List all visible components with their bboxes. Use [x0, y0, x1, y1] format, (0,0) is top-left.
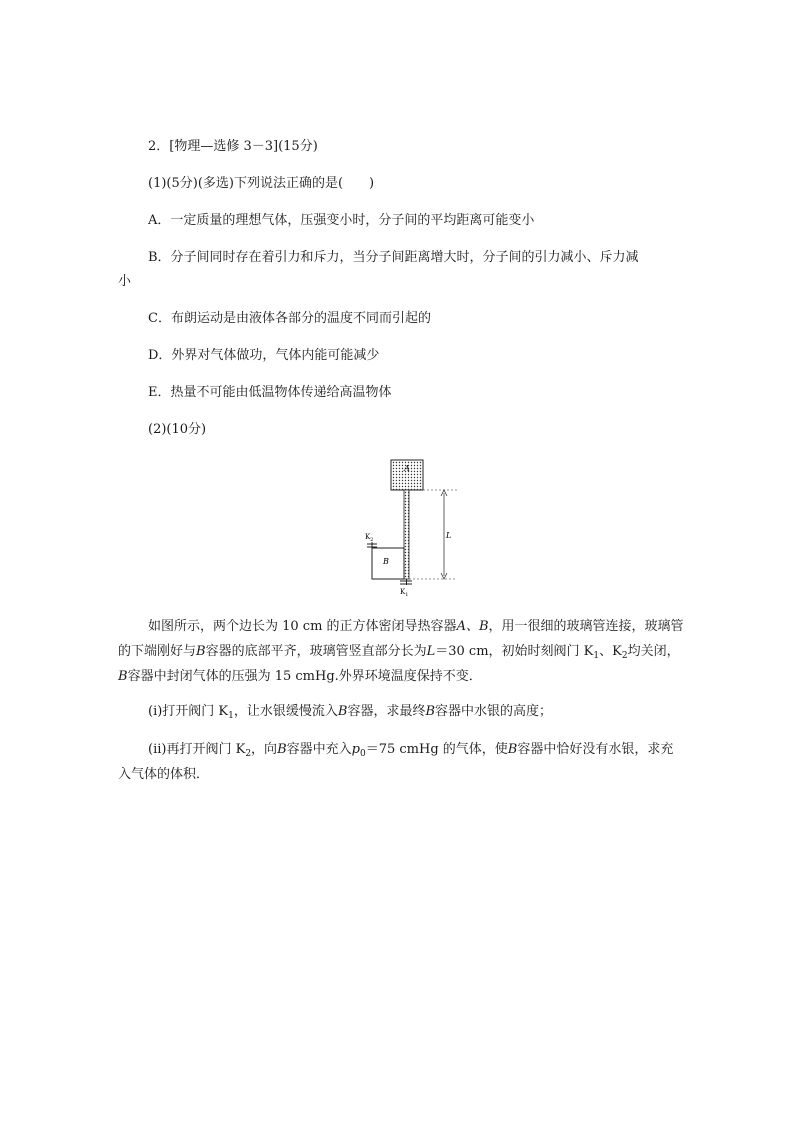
option-b: B．分子间同时存在着引力和斥力，当分子间距离增大时，分子间的引力减小、斥力减 — [148, 250, 639, 265]
sub-question-i: (ⅰ)打开阀门 $K_1$，让水银缓慢流入B容器，求最终B容器中水银的高度； — [148, 704, 553, 721]
glass-tube — [404, 490, 409, 579]
part2-prompt: (2)(10分) — [148, 422, 207, 437]
option-c: C．布朗运动是由液体各部分的温度不同而引起的 — [148, 311, 431, 326]
label-b: B — [383, 557, 389, 566]
sub-question-ii: (ⅱ)再打开阀门 $K_2$，向B容器中充入$p_0=75$ cmHg 的气体，使B容器中恰好没有水银，求充入气体的体积． — [118, 742, 674, 782]
problem-body: 如图所示，两个边长为 10 cm 的正方体密闭导热容器A、B，用一很细的玻璃管连接，玻璃管的下端刚好与B容器的底部平齐，玻璃管竖直部分长为L＝30 cm，初始时刻阀门 $K_1$、$K_2$均关闭，B容器中封闭气体的压强为 15 cmHg.外界环境温度保持不变． — [118, 619, 684, 684]
label-k1: $K_1$ — [400, 588, 409, 598]
label-a: A — [404, 464, 410, 473]
question-header: 2．[物理—选修 3－3](15分) — [148, 139, 318, 154]
option-a: A．一定质量的理想气体，压强变小时，分子间的平均距离可能变小 — [148, 213, 535, 228]
option-e: E．热量不可能由低温物体传递给高温物体 — [148, 385, 392, 400]
apparatus-figure — [362, 458, 462, 598]
label-k2: $K_2$ — [365, 533, 374, 543]
option-d: D．外界对气体做功，气体内能可能减少 — [148, 348, 380, 363]
option-b-continued: 小 — [118, 274, 132, 289]
label-l: L — [446, 531, 452, 540]
part1-prompt: (1)(5分)(多选)下列说法正确的是( ) — [148, 176, 375, 191]
